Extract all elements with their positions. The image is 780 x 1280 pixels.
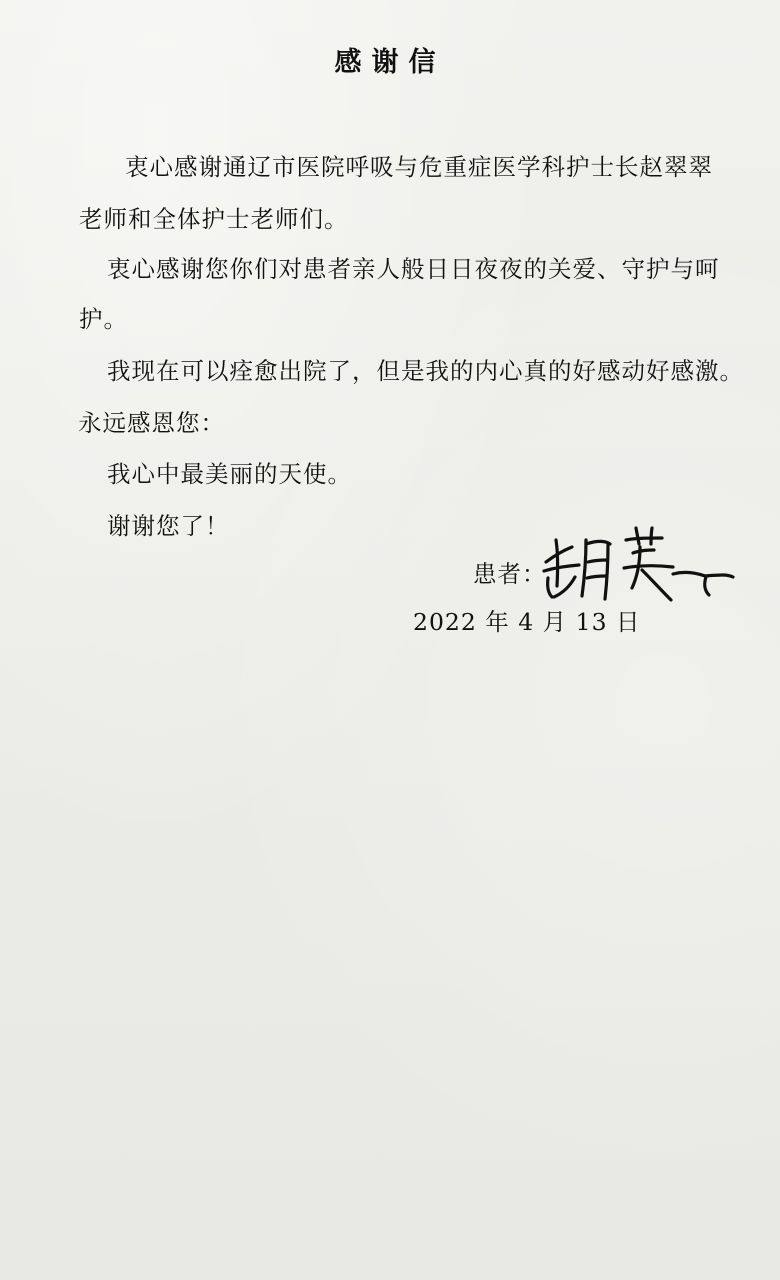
paragraph-line-6: 永远感恩您： xyxy=(78,409,225,437)
paragraph-line-3: 衷心感谢您你们对患者亲人般日日夜夜的关爱、守护与呵 xyxy=(107,255,720,283)
paragraph-line-5: 我现在可以痊愈出院了，但是我的内心真的好感动好感激。 xyxy=(107,357,744,385)
paragraph-line-7: 我心中最美丽的天使。 xyxy=(107,460,352,488)
paragraph-line-2: 老师和全体护士老师们。 xyxy=(79,205,349,233)
paragraph-line-8: 谢谢您了！ xyxy=(107,512,230,540)
paragraph-line-4: 护。 xyxy=(79,305,128,333)
patient-label: 患者： xyxy=(473,560,547,588)
letter-date: 2022 年 4 月 13 日 xyxy=(413,608,641,636)
paragraph-line-1: 衷心感谢通辽市医院呼吸与危重症医学科护士长赵翠翠 xyxy=(125,153,713,181)
letter-title: 感谢信 xyxy=(334,47,446,78)
